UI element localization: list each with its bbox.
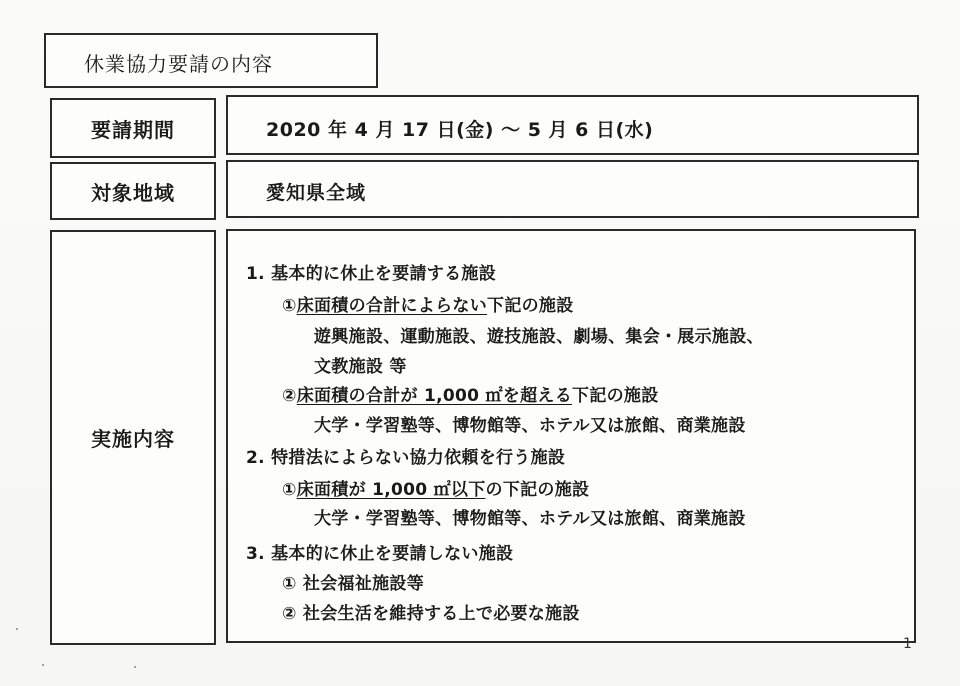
item-number: ② <box>282 386 297 406</box>
section-3-item-2: ② 社会生活を維持する上で必要な施設 <box>282 604 580 624</box>
section-1-item-1-detail-1: 遊興施設、運動施設、遊技施設、劇場、集会・展示施設、 <box>314 327 764 347</box>
section-2-item-1-detail: 大学・学習塾等、博物館等、ホテル又は旅館、商業施設 <box>314 509 746 529</box>
page-number: 1 <box>903 636 912 652</box>
item-number: ① <box>282 480 297 500</box>
area-label-cell <box>50 162 216 220</box>
underlined-condition: 床面積の合計によらない <box>296 296 488 316</box>
section-1-item-1-detail-2: 文教施設 等 <box>314 357 407 377</box>
item-rest: の下記の施設 <box>485 480 590 500</box>
period-label: 要請期間 <box>91 117 175 142</box>
content-label-cell <box>50 230 216 645</box>
area-label: 対象地域 <box>91 180 175 205</box>
content-value-cell <box>226 229 916 643</box>
section-3-item-1: ① 社会福祉施設等 <box>282 574 425 594</box>
item-number: ① <box>282 296 297 316</box>
section-1-item-1 <box>282 291 574 316</box>
title-box <box>44 33 378 88</box>
item-rest: 下記の施設 <box>487 296 574 316</box>
underlined-condition: 床面積の合計が 1,000 ㎡を超える <box>296 386 573 406</box>
period-value: 2020 年 4 月 17 日(金) ～ 5 月 6 日(水) <box>266 119 654 141</box>
period-label-cell <box>50 98 216 158</box>
scan-speck <box>16 628 18 630</box>
section-1-item-2 <box>282 381 659 406</box>
underlined-condition: 床面積が 1,000 ㎡以下 <box>296 480 486 500</box>
section-1-item-2-detail: 大学・学習塾等、博物館等、ホテル又は旅館、商業施設 <box>314 416 746 436</box>
scan-speck <box>42 664 44 666</box>
content-label: 実施内容 <box>91 427 175 451</box>
area-value-cell <box>226 160 919 218</box>
area-value: 愛知県全域 <box>266 182 367 204</box>
scan-speck <box>134 666 136 668</box>
section-1-heading: 1. 基本的に休止を要請する施設 <box>246 264 497 284</box>
section-2-heading: 2. 特措法によらない協力依頼を行う施設 <box>246 448 566 468</box>
item-rest: 下記の施設 <box>572 386 659 406</box>
section-2-item-1 <box>282 475 589 500</box>
section-3-heading: 3. 基本的に休止を要請しない施設 <box>246 544 514 564</box>
page-title: 休業協力要請の内容 <box>84 52 273 76</box>
period-value-cell <box>226 95 919 155</box>
